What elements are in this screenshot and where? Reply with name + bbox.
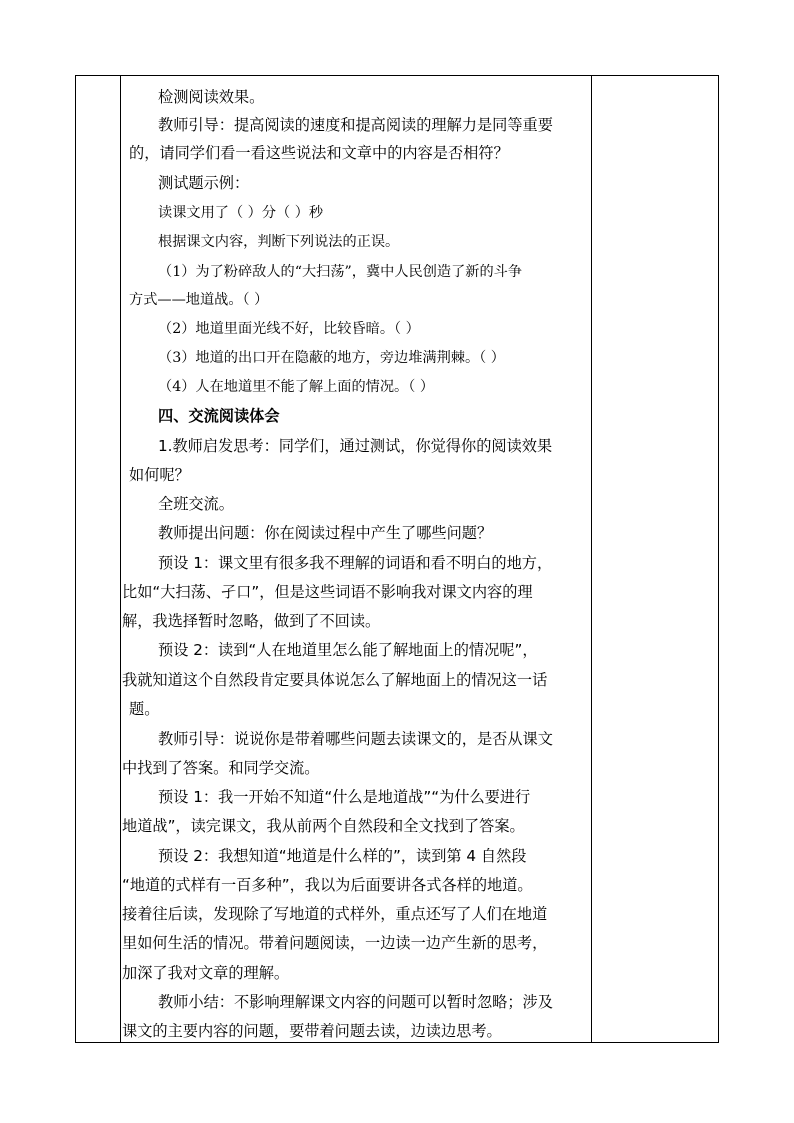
text-line: 比如“大扫荡、孑口”，但是这些词语不影响我对课文内容的理 bbox=[122, 583, 533, 601]
text-line: 教师引导：说说你是带着哪些问题去读课文的，是否从课文 bbox=[158, 730, 553, 748]
text-line: 预设 1：课文里有很多我不理解的词语和看不明白的地方， bbox=[158, 554, 553, 572]
text-line: 根据课文内容，判断下列说法的正误。 bbox=[158, 234, 400, 250]
text-line: 读课文用了（ ）分（ ）秒 bbox=[158, 205, 324, 221]
text-line: 的，请同学们看一看这些说法和文章中的内容是否相符？ bbox=[129, 144, 509, 162]
text-line: 教师小结：不影响理解课文内容的问题可以暂时忽略；涉及 bbox=[158, 993, 553, 1011]
text-line: 预设 2：我想知道“地道是什么样的”，读到第 4 自然段 bbox=[158, 847, 527, 865]
text-line: （4）人在地道里不能了解上面的情况。（ ） bbox=[158, 379, 435, 395]
text-line: 地道战”，读完课文，我从前两个自然段和全文找到了答案。 bbox=[122, 817, 525, 835]
text-line: 解，我选择暂时忽略，做到了不回读。 bbox=[122, 612, 381, 630]
text-line: 教师提出问题：你在阅读过程中产生了哪些问题？ bbox=[158, 524, 493, 542]
text-line: 方式——地道战。（ ） bbox=[129, 292, 269, 308]
text-line: 检测阅读效果。 bbox=[158, 88, 265, 106]
column-divider-right bbox=[591, 76, 592, 1042]
text-line: “地道的式样有一百多种”，我以为后面要讲各式各样的地道。 bbox=[122, 876, 533, 894]
text-line: 接着往后读，发现除了写地道的式样外，重点还写了人们在地道 bbox=[122, 905, 548, 923]
text-line: 预设 2：读到“人在地道里怎么能了解地面上的情况呢”， bbox=[158, 641, 538, 659]
text-line: 教师引导：提高阅读的速度和提高阅读的理解力是同等重要 bbox=[158, 116, 553, 134]
text-line: （3）地道的出口开在隐蔽的地方，旁边堆满荆棘。（ ） bbox=[158, 350, 505, 366]
text-line: 里如何生活的情况。带着问题阅读，一边读一边产生新的思考， bbox=[122, 934, 548, 952]
text-line: 课文的主要内容的问题，要带着问题去读，边读边思考。 bbox=[122, 1022, 502, 1040]
section-heading: 四、交流阅读体会 bbox=[158, 407, 280, 425]
text-line: 我就知道这个自然段肯定要具体说怎么了解地面上的情况这一话 bbox=[122, 671, 548, 689]
text-line: 预设 1：我一开始不知道“什么是地道战”“为什么要进行 bbox=[158, 788, 531, 806]
text-line: 如何呢？ bbox=[129, 466, 190, 484]
text-line: 题。 bbox=[129, 700, 160, 718]
text-line: 加深了我对文章的理解。 bbox=[122, 964, 290, 982]
text-line: 全班交流。 bbox=[158, 495, 234, 513]
text-line: （1）为了粉碎敌人的“大扫荡”，冀中人民创造了新的斗争 bbox=[158, 264, 523, 280]
column-divider-left bbox=[120, 76, 121, 1042]
text-line: 测试题示例： bbox=[158, 174, 250, 192]
text-line: （2）地道里面光线不好，比较昏暗。（ ） bbox=[158, 321, 420, 337]
text-line: 1.教师启发思考：同学们，通过测试，你觉得你的阅读效果 bbox=[158, 437, 553, 455]
text-line: 中找到了答案。和同学交流。 bbox=[122, 759, 320, 777]
